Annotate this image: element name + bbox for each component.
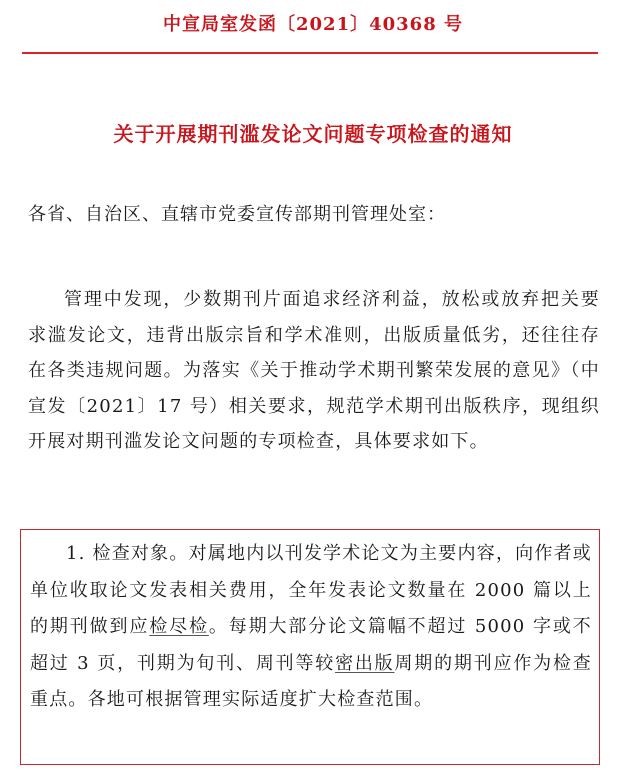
- item-1-underlined-1: 检尽检: [149, 616, 209, 637]
- item-1-text-part1: 1. 检查对象。对属地内以刊发学术论文为主要内容，向作者或单位收取论文发表相关费用，全年发表论文数量在 2000 篇以上的期刊做到应: [30, 543, 592, 637]
- item-1-text-part3: 周期的期刊应作为检查重点。各地可根据管理实际适度扩大检查范围。: [30, 652, 592, 710]
- addressee-line: 各省、自治区、直辖市党委宣传部期刊管理处室：: [28, 204, 446, 225]
- notice-title: 关于开展期刊滥发论文问题专项检查的通知: [113, 122, 513, 146]
- item-1-text-part2: 。每期大部分论文篇幅不超过 5000 字或不超过 3 页，刊期为旬刊、周刊等较: [30, 616, 592, 674]
- item-1-underlined-2: 密出版: [335, 652, 395, 674]
- red-header-rule: [22, 52, 598, 54]
- body-paragraph: 管理中发现，少数期刊片面追求经济利益，放松或放弃把关要求滥发论文，违背出版宗旨和学术准则，出版质量低劣，还往往存在各类违规问题。为落实《关于推动学术期刊繁荣发展的意见》（中宣发〔2021〕17 号）相关要求，规范学术期刊出版秩序，现组织开展对期刊滥发论文问题的专项检查，具体要求如下。: [28, 289, 600, 452]
- document-number: 中宣局室发函〔2021〕40368 号: [163, 14, 463, 35]
- item-1-paragraph: [30, 536, 592, 719]
